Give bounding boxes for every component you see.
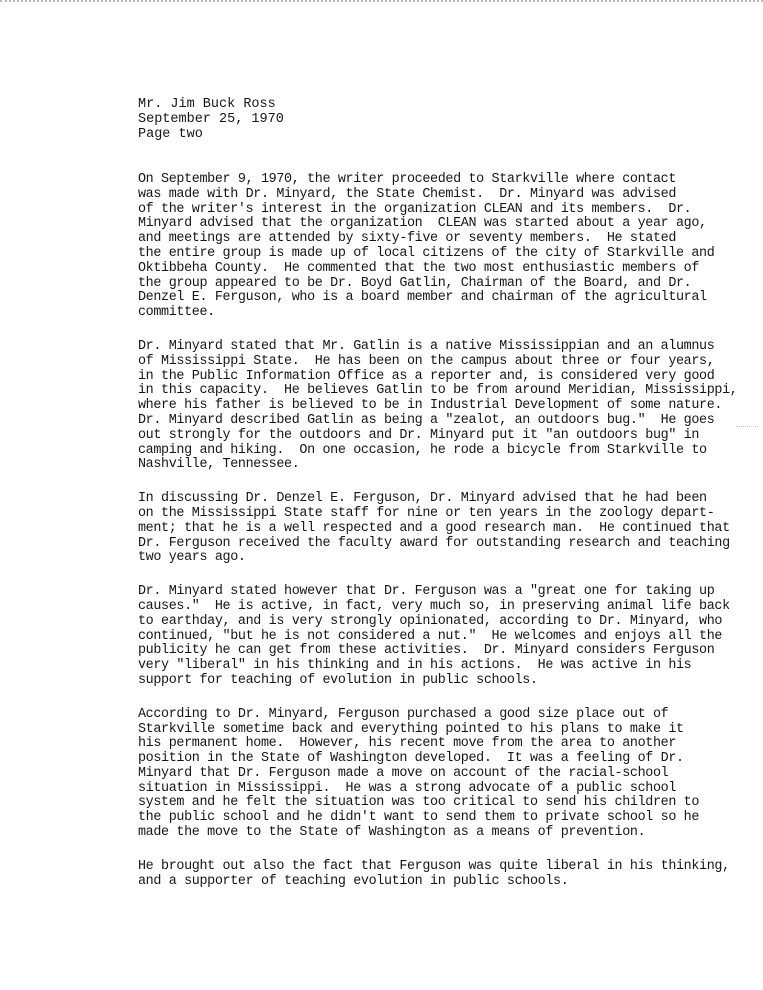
text-line: on the Mississippi State staff for nine or ten years in the zoology depart- [138, 505, 715, 521]
text-line: According to Dr. Minyard, Ferguson purchased a good size place out of [138, 706, 669, 722]
paragraph-6 [138, 860, 738, 890]
text-line: Dr. Minyard stated however that Dr. Ferguson was a "great one for taking up [138, 584, 715, 600]
text-line: Dr. Minyard stated that Mr. Gatlin is a native Mississippian and an alumnus [138, 338, 715, 354]
paragraph-5 [138, 708, 738, 841]
text-line: Minyard advised that the organization CLEAN was started about a year ago, [138, 216, 707, 232]
margin-scan-mark [736, 426, 758, 429]
text-line: Dr. Ferguson received the faculty award for outstanding research and teaching [138, 535, 730, 551]
text-line: He brought out also the fact that Ferguson was quite liberal in his thinking, [138, 858, 730, 874]
text-line: Oktibbeha County. He commented that the two most enthusiastic members of [138, 260, 700, 276]
text-line: publicity he can get from these activities. Dr. Minyard considers Ferguson [138, 643, 715, 659]
text-line: On September 9, 1970, the writer proceeded to Starkville where contact [138, 172, 676, 187]
paragraph-2 [138, 340, 738, 473]
text-line: of the writer's interest in the organization CLEAN and its members. Dr. [138, 201, 692, 217]
text-line: was made with Dr. Minyard, the State Chemist. Dr. Minyard was advised [138, 186, 676, 202]
text-line: committee. [138, 305, 215, 321]
text-line: Denzel E. Ferguson, who is a board member and chairman of the agricultural [138, 290, 707, 306]
letter-header [138, 97, 538, 142]
text-line: In discussing Dr. Denzel E. Ferguson, Dr. Minyard advised that he had been [138, 491, 707, 507]
text-line: causes." He is active, in fact, very much so, in preserving animal life back [138, 598, 730, 614]
text-line: to earthday, and is very strongly opinionated, according to Dr. Minyard, who [138, 613, 723, 629]
text-line: the entire group is made up of local citizens of the city of Starkville and [138, 245, 715, 261]
text-line: out strongly for the outdoors and Dr. Minyard put it "an outdoors bug" in [138, 427, 700, 443]
text-line: in this capacity. He believes Gatlin to be from around Meridian, Mississippi, [138, 383, 738, 399]
text-line: Dr. Minyard described Gatlin as being a "zealot, an outdoors bug." He goes [138, 412, 715, 428]
paragraph-4 [138, 585, 738, 689]
text-line: Minyard that Dr. Ferguson made a move on account of the racial-school [138, 765, 669, 781]
date-line: September 25, 1970 [138, 112, 284, 127]
text-line: very "liberal" in his thinking and in his actions. He was active in his [138, 658, 692, 674]
text-line: support for teaching of evolution in public schools. [138, 672, 538, 688]
text-line: Starkville sometime back and everything pointed to his plans to make it [138, 721, 684, 737]
text-line: continued, "but he is not considered a nut." He welcomes and enjoys all the [138, 628, 723, 644]
text-line: the group appeared to be Dr. Boyd Gatlin, Chairman of the Board, and Dr. [138, 275, 692, 291]
text-line: made the move to the State of Washington as a means of prevention. [138, 825, 646, 841]
page-number-line: Page two [138, 127, 203, 142]
text-line: position in the State of Washington developed. It was a feeling of Dr. [138, 751, 684, 767]
text-line: system and he felt the situation was too critical to send his children to [138, 795, 700, 811]
paragraph-3 [138, 492, 738, 566]
text-line: camping and hiking. On one occasion, he rode a bicycle from Starkville to [138, 442, 707, 458]
text-line: situation in Mississippi. He was a strong advocate of a public school [138, 780, 676, 796]
recipient-line: Mr. Jim Buck Ross [138, 97, 276, 112]
text-line: two years ago. [138, 550, 246, 566]
text-line: the public school and he didn't want to send them to private school so he [138, 810, 700, 826]
text-line: where his father is believed to be in Industrial Development of some nature. [138, 398, 723, 414]
text-line: and a supporter of teaching evolution in public schools. [138, 873, 569, 889]
page-top-edge [0, 0, 763, 2]
text-line: his permanent home. However, his recent move from the area to another [138, 736, 676, 752]
text-line: and meetings are attended by sixty-five or seventy members. He stated [138, 231, 676, 247]
text-line: Nashville, Tennessee. [138, 457, 300, 473]
text-line: ment; that he is a well respected and a good research man. He continued that [138, 520, 730, 536]
letter-body [138, 173, 738, 908]
paragraph-1 [138, 173, 738, 321]
text-line: of Mississippi State. He has been on the campus about three or four years, [138, 353, 715, 369]
text-line: in the Public Information Office as a reporter and, is considered very good [138, 368, 715, 384]
